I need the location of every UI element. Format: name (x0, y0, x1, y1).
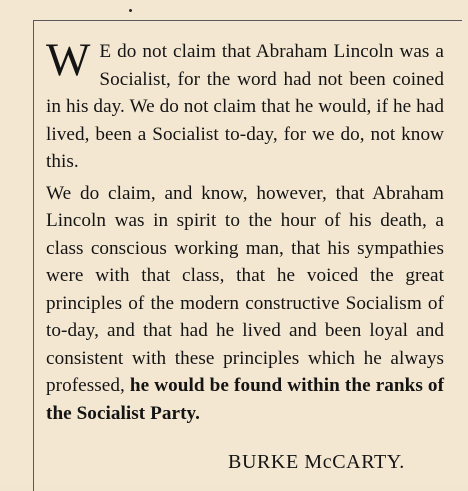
signature: BURKE McCARTY. (228, 451, 405, 473)
ink-speck (129, 9, 132, 12)
paragraph-2-text: We do claim, and know, however, that Abraham Lincoln was in spirit to the hour of his death, a class conscious working man, that his sympathies were with that class, that he voiced the great principles of the modern constructive Socialism of to-day, and that had he lived and been loyal and consistent with these principles which he always professed, (46, 182, 444, 396)
paragraph-2 (46, 180, 444, 428)
paragraph-2-bold-text: he would be found within the ranks of the Socialist Party. (46, 375, 445, 424)
article-body (46, 34, 445, 427)
paragraph-1 (46, 34, 444, 176)
drop-cap: W (46, 34, 91, 86)
paragraph-1-text: E do not claim that Abraham Lincoln was a Socialist, for the word had not been coined in his day. We do not claim that he would, if he had lived, been a Socialist to-day, for we do, not know this. (46, 41, 444, 172)
